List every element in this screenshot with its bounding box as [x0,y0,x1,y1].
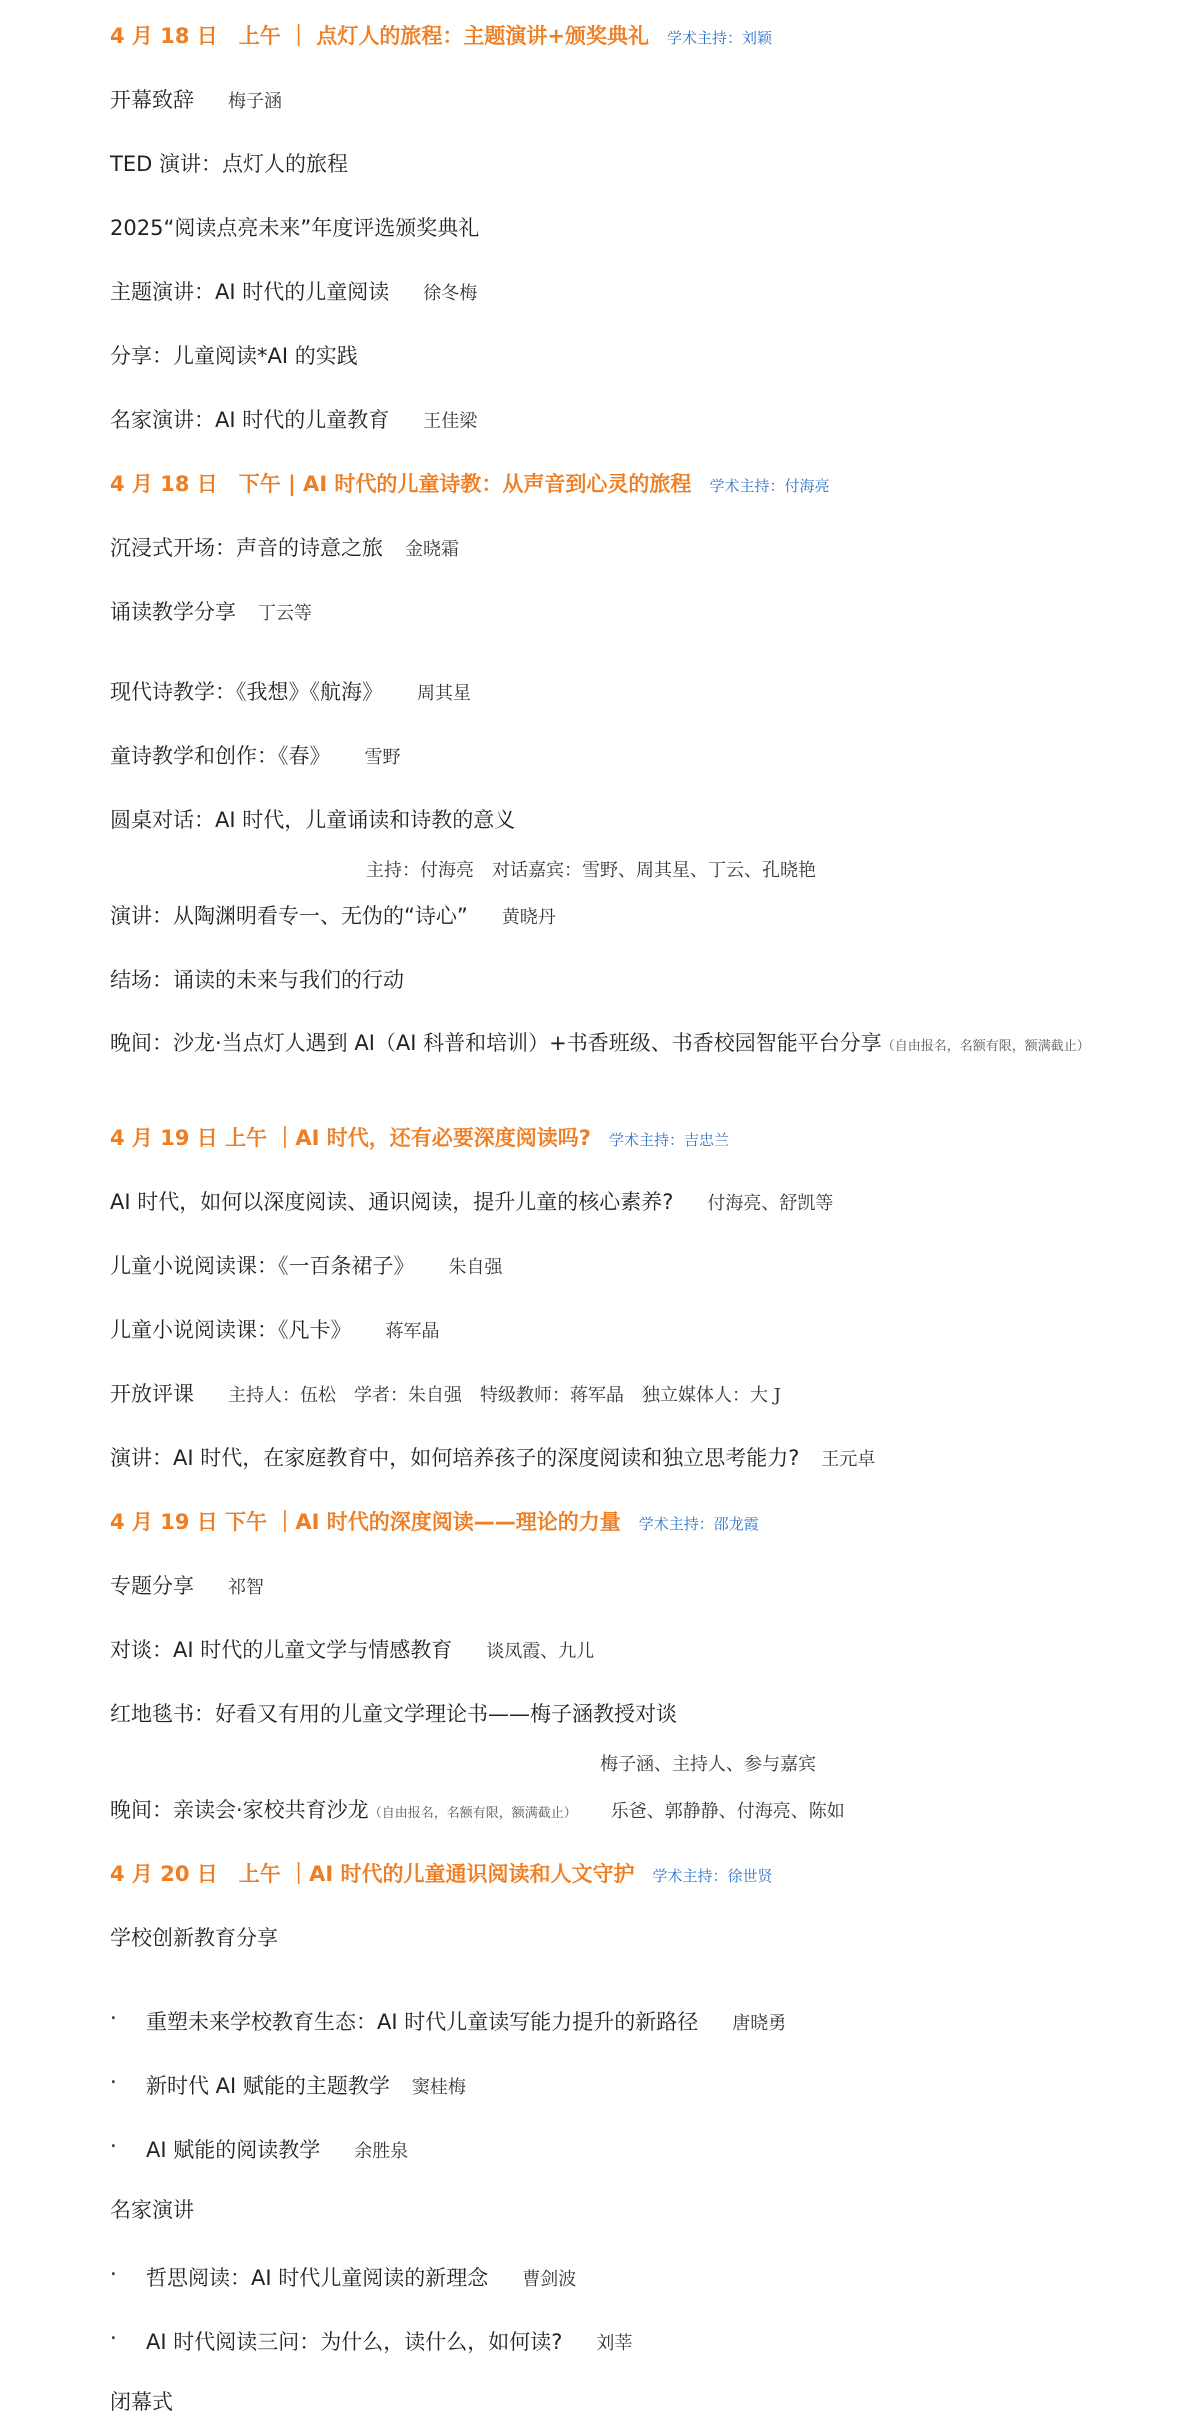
group-title: 学校创新教育分享 [110,1926,278,1950]
speaker-name: 丁云等 [258,603,312,624]
program-item: 哲思阅读：AI 时代儿童阅读的新理念 曹剑波 [146,2266,577,2290]
speaker-name: 祁智 [228,1577,264,1598]
speaker-name: 金晓霜 [405,539,459,560]
program-item: 新时代 AI 赋能的主题教学 窦桂梅 [146,2074,466,2098]
program-item: 红地毯书：好看又有用的儿童文学理论书——梅子涵教授对谈 [110,1702,677,1726]
session-title: 4 月 18 日 上午 ｜ 点灯人的旅程：主题演讲+颁奖典礼 [110,24,649,48]
group-title: 名家演讲 [110,2198,194,2222]
bullet-marker: · [110,2070,117,2094]
session-heading [110,1862,1150,1887]
speaker-name: 余胜泉 [354,2141,409,2162]
roundtable-participants: 主持：付海亮 对话嘉宾：雪野、周其星、丁云、孔晓艳 [366,860,816,881]
program-item: TED 演讲：点灯人的旅程 [110,152,348,176]
speaker-name: 乐爸、郭静静、付海亮、陈如 [610,1801,845,1822]
program-item: 对谈：AI 时代的儿童文学与情感教育 谈凤霞、九儿 [110,1638,595,1662]
speaker-name: 王佳梁 [423,411,478,432]
session-heading [110,24,1150,49]
program-item: 主题演讲：AI 时代的儿童阅读 徐冬梅 [110,280,478,304]
dialogue-participants: 梅子涵、主持人、参与嘉宾 [600,1754,816,1775]
program-item: 演讲：AI 时代，在家庭教育中，如何培养孩子的深度阅读和独立思考能力? 王元卓 [110,1446,876,1470]
program-item: 现代诗教学：《我想》《航海》 周其星 [110,680,471,704]
speaker-name: 黄晓丹 [501,907,556,928]
program-item: 结场：诵读的未来与我们的行动 [110,968,404,992]
academic-host: 学术主持：付海亮 [709,477,830,495]
speaker-name: 窦桂梅 [411,2077,466,2098]
speaker-name: 付海亮、舒凯等 [707,1193,834,1214]
program-item: 儿童小说阅读课：《一百条裙子》 朱自强 [110,1254,503,1278]
program-item: 2025“阅读点亮未来”年度评选颁奖典礼 [110,216,480,240]
session-title: 4 月 19 日 下午 ｜AI 时代的深度阅读——理论的力量 [110,1510,621,1534]
session-title: 4 月 20 日 上午 ｜AI 时代的儿童通识阅读和人文守护 [110,1862,635,1886]
academic-host: 学术主持：吉忠兰 [608,1131,729,1149]
session-heading [110,1510,1150,1535]
session-title: 4 月 19 日 上午 ｜AI 时代，还有必要深度阅读吗? [110,1126,591,1150]
speaker-name: 曹剑波 [522,2269,577,2290]
program-item: AI 时代阅读三问：为什么，读什么，如何读? 刘莘 [146,2330,633,2354]
program-item: 诵读教学分享 丁云等 [110,600,312,624]
registration-note: （自由报名，名额有限，额满截止） [368,1806,577,1821]
academic-host: 学术主持：邵龙霞 [638,1515,759,1533]
speaker-name: 梅子涵 [228,91,282,112]
session-heading [110,472,1150,497]
program-item: 沉浸式开场：声音的诗意之旅 金晓霜 [110,536,459,560]
program-item: AI 时代，如何以深度阅读、通识阅读，提升儿童的核心素养? 付海亮、舒凯等 [110,1190,834,1214]
review-participants: 主持人：伍松 学者：朱自强 特级教师：蒋军晶 独立媒体人：大 J [228,1385,781,1406]
speaker-name: 雪野 [364,747,401,768]
bullet-marker: · [110,2134,117,2158]
session-heading [110,1126,1150,1151]
bullet-marker: · [110,2326,117,2350]
program-item: AI 赋能的阅读教学 余胜泉 [146,2138,409,2162]
speaker-name: 刘莘 [596,2333,633,2354]
speaker-name: 周其星 [417,683,471,704]
program-item: 童诗教学和创作：《春》 雪野 [110,744,401,768]
session-title: 4 月 18 日 下午 | AI 时代的儿童诗教：从声音到心灵的旅程 [110,472,692,496]
speaker-name: 徐冬梅 [423,283,478,304]
academic-host: 学术主持：徐世贤 [652,1867,773,1885]
program-item: 晚间：沙龙·当点灯人遇到 AI（AI 科普和培训）+书香班级、书香校园智能平台分享（自由报名，名额有限，额满截止） [110,1031,1090,1055]
registration-note: （自由报名，名额有限，额满截止） [881,1039,1090,1054]
program-item: 名家演讲：AI 时代的儿童教育 王佳梁 [110,408,478,432]
program-item: 演讲：从陶渊明看专一、无伪的“诗心” 黄晓丹 [110,904,556,928]
program-item: 重塑未来学校教育生态：AI 时代儿童读写能力提升的新路径 唐晓勇 [146,2010,787,2034]
speaker-name: 蒋军晶 [385,1321,440,1342]
academic-host: 学术主持：刘颖 [666,29,772,47]
program-item: 开放评课 主持人：伍松 学者：朱自强 特级教师：蒋军晶 独立媒体人：大 J [110,1382,781,1406]
program-item: 晚间：亲读会·家校共育沙龙（自由报名，名额有限，额满截止） 乐爸、郭静静、付海亮、陈如 [110,1798,845,1822]
bullet-marker: · [110,2262,117,2286]
speaker-name: 王元卓 [821,1449,876,1470]
program-item: 分享：儿童阅读*AI 的实践 [110,344,358,368]
group-title: 闭幕式 [110,2390,173,2414]
speaker-name: 朱自强 [448,1257,503,1278]
program-item: 开幕致辞 梅子涵 [110,88,282,112]
speaker-name: 唐晓勇 [732,2013,787,2034]
program-item: 儿童小说阅读课：《凡卡》 蒋军晶 [110,1318,440,1342]
program-item: 圆桌对话：AI 时代，儿童诵读和诗教的意义 [110,808,516,832]
program-item: 专题分享 祁智 [110,1574,264,1598]
speaker-name: 谈凤霞、九儿 [486,1641,595,1662]
bullet-marker: · [110,2006,117,2030]
